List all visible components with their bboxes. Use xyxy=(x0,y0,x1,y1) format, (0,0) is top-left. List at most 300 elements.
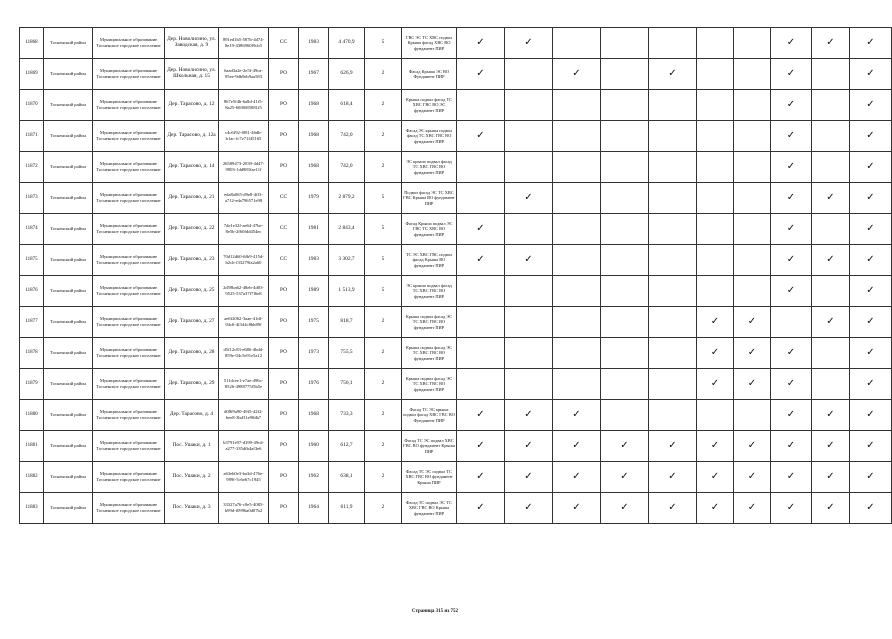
check-cell-3 xyxy=(553,90,601,121)
year-cell: 1981 xyxy=(299,214,329,245)
row-id: 11882 xyxy=(20,462,44,493)
check-cell-4 xyxy=(601,28,649,59)
check-cell-1 xyxy=(457,276,505,307)
check-mark-icon: ✓ xyxy=(668,68,677,79)
check-mark-icon: ✓ xyxy=(710,347,720,358)
check-cell-7 xyxy=(734,369,771,400)
address-cell: Дер. Тарасово, д. 25 xyxy=(165,276,219,307)
check-cell-4 xyxy=(601,276,649,307)
district-cell: Тосненский район xyxy=(44,152,93,183)
check-cell-8 xyxy=(771,338,812,369)
check-cell-2 xyxy=(505,276,553,307)
check-cell-10 xyxy=(850,276,892,307)
municipality-cell: Муниципальное образование Тосненское городское поселение xyxy=(93,183,165,214)
check-mark-icon: ✓ xyxy=(866,347,875,358)
check-mark-icon: ✓ xyxy=(572,409,581,420)
check-cell-3 xyxy=(553,28,601,59)
municipality-cell: Муниципальное образование Тосненское городское поселение xyxy=(93,214,165,245)
check-mark-icon: ✓ xyxy=(524,440,533,451)
check-cell-3 xyxy=(553,400,601,431)
check-mark-icon: ✓ xyxy=(747,347,757,358)
area-cell: 755,5 xyxy=(329,338,365,369)
check-mark-icon: ✓ xyxy=(866,130,875,141)
row-id: 11883 xyxy=(20,493,44,524)
check-mark-icon: ✓ xyxy=(826,440,835,451)
district-cell: Тосненский район xyxy=(44,28,93,59)
table-row xyxy=(20,59,892,90)
check-cell-10 xyxy=(850,59,892,90)
check-cell-1 xyxy=(457,493,505,524)
floors-cell: 2 xyxy=(365,431,402,462)
check-cell-8 xyxy=(771,28,812,59)
check-mark-icon: ✓ xyxy=(786,192,796,203)
check-mark-icon: ✓ xyxy=(786,502,796,513)
check-cell-10 xyxy=(850,369,892,400)
table-row xyxy=(20,369,892,400)
check-cell-4 xyxy=(601,121,649,152)
check-cell-10 xyxy=(850,152,892,183)
district-cell: Тосненский район xyxy=(44,183,93,214)
row-id: 11881 xyxy=(20,431,44,462)
check-mark-icon: ✓ xyxy=(710,502,720,513)
check-cell-9 xyxy=(812,214,850,245)
guid-cell: ae6f2062-3aae-41df-94c6-4f344c8bb89f xyxy=(219,307,269,338)
municipality-cell: Муниципальное образование Тосненское городское поселение xyxy=(93,431,165,462)
district-cell: Тосненский район xyxy=(44,59,93,90)
check-cell-5 xyxy=(649,59,697,90)
check-cell-4 xyxy=(601,90,649,121)
address-cell: Пос. Ушаки, д. 2 xyxy=(165,462,219,493)
check-mark-icon: ✓ xyxy=(747,471,757,482)
check-mark-icon: ✓ xyxy=(866,68,875,79)
floors-cell: 5 xyxy=(365,28,402,59)
check-cell-7 xyxy=(734,214,771,245)
year-cell: 1964 xyxy=(299,493,329,524)
municipality-cell: Муниципальное образование Тосненское городское поселение xyxy=(93,307,165,338)
check-cell-6 xyxy=(697,121,734,152)
year-cell: 1989 xyxy=(299,276,329,307)
check-cell-2 xyxy=(505,369,553,400)
check-cell-5 xyxy=(649,493,697,524)
check-cell-3 xyxy=(553,431,601,462)
district-cell: Тосненский район xyxy=(44,493,93,524)
check-cell-2 xyxy=(505,152,553,183)
municipality-cell: Муниципальное образование Тосненское городское поселение xyxy=(93,338,165,369)
check-mark-icon: ✓ xyxy=(866,409,875,420)
table-row xyxy=(20,431,892,462)
works-list-cell: Фасад Крыша ЭС ВО Фундамент ПИР xyxy=(402,59,457,90)
check-cell-5 xyxy=(649,307,697,338)
area-cell: 2 879,2 xyxy=(329,183,365,214)
district-cell: Тосненский район xyxy=(44,369,93,400)
check-cell-5 xyxy=(649,28,697,59)
check-cell-2 xyxy=(505,183,553,214)
table-row xyxy=(20,307,892,338)
check-mark-icon: ✓ xyxy=(710,471,720,482)
check-mark-icon: ✓ xyxy=(866,223,875,234)
guid-cell: 70d12d60-6fb9-415d-b2cb-f33279fa2a60 xyxy=(219,245,269,276)
works-list-cell: Крыша подвал фасад ЭС ТС ХВС ГВС ВО фундамент ПИР xyxy=(402,307,457,338)
guid-cell: d08f9a90-49f5-42f2-bee8-3bd31e90db7 xyxy=(219,400,269,431)
works-list-cell: Крыша подвал фасад ЭС ТС ХВС ГВС ВО фундамент ПИР xyxy=(402,338,457,369)
check-cell-4 xyxy=(601,462,649,493)
check-mark-icon: ✓ xyxy=(786,409,796,420)
check-mark-icon: ✓ xyxy=(572,68,581,79)
check-mark-icon: ✓ xyxy=(476,409,485,420)
check-mark-icon: ✓ xyxy=(786,471,796,482)
row-id: 11872 xyxy=(20,152,44,183)
check-cell-6 xyxy=(697,431,734,462)
check-cell-4 xyxy=(601,152,649,183)
check-cell-2 xyxy=(505,214,553,245)
address-cell: Дер. Тарасово, д. 29 xyxy=(165,369,219,400)
check-cell-2 xyxy=(505,400,553,431)
check-cell-9 xyxy=(812,338,850,369)
housing-registry-table xyxy=(19,27,892,524)
floors-cell: 2 xyxy=(365,307,402,338)
check-cell-10 xyxy=(850,307,892,338)
floors-cell: 2 xyxy=(365,90,402,121)
check-cell-10 xyxy=(850,431,892,462)
house-type-cell: РО xyxy=(269,276,299,307)
floors-cell: 5 xyxy=(365,276,402,307)
year-cell: 1968 xyxy=(299,121,329,152)
check-mark-icon: ✓ xyxy=(786,99,796,110)
check-cell-3 xyxy=(553,276,601,307)
check-cell-9 xyxy=(812,276,850,307)
check-cell-5 xyxy=(649,431,697,462)
municipality-cell: Муниципальное образование Тосненское городское поселение xyxy=(93,493,165,524)
year-cell: 1968 xyxy=(299,90,329,121)
check-mark-icon: ✓ xyxy=(476,130,485,141)
check-cell-3 xyxy=(553,307,601,338)
guid-cell: c4c6f92-f081-46db-b1ac-fc7e71f45165 xyxy=(219,121,269,152)
check-cell-8 xyxy=(771,90,812,121)
check-cell-7 xyxy=(734,28,771,59)
works-list-cell: Крыша подвал фасад ТС ХВС ГВС ВО ЭС фундамент ПИР xyxy=(402,90,457,121)
check-cell-8 xyxy=(771,431,812,462)
check-cell-7 xyxy=(734,90,771,121)
municipality-cell: Муниципальное образование Тосненское городское поселение xyxy=(93,28,165,59)
municipality-cell: Муниципальное образование Тосненское городское поселение xyxy=(93,400,165,431)
check-cell-7 xyxy=(734,307,771,338)
area-cell: 612,7 xyxy=(329,431,365,462)
table-row xyxy=(20,90,892,121)
address-cell: Дер. Тарасово, д. 23 xyxy=(165,245,219,276)
year-cell: 1983 xyxy=(299,245,329,276)
check-mark-icon: ✓ xyxy=(668,502,677,513)
check-mark-icon: ✓ xyxy=(476,502,485,513)
check-cell-4 xyxy=(601,59,649,90)
check-mark-icon: ✓ xyxy=(866,192,875,203)
check-mark-icon: ✓ xyxy=(572,502,581,513)
check-mark-icon: ✓ xyxy=(524,409,533,420)
guid-cell: 26589473-2039-4d47-9903-1dd883fae11f xyxy=(219,152,269,183)
row-id: 11869 xyxy=(20,59,44,90)
check-cell-9 xyxy=(812,462,850,493)
check-cell-1 xyxy=(457,307,505,338)
check-cell-4 xyxy=(601,214,649,245)
check-cell-10 xyxy=(850,121,892,152)
row-id: 11868 xyxy=(20,28,44,59)
district-cell: Тосненский район xyxy=(44,121,93,152)
check-cell-6 xyxy=(697,369,734,400)
check-cell-6 xyxy=(697,183,734,214)
check-cell-2 xyxy=(505,431,553,462)
house-type-cell: РО xyxy=(269,369,299,400)
year-cell: 1967 xyxy=(299,59,329,90)
check-cell-9 xyxy=(812,152,850,183)
check-cell-1 xyxy=(457,121,505,152)
check-mark-icon: ✓ xyxy=(786,130,796,141)
floors-cell: 5 xyxy=(365,214,402,245)
guid-cell: 33327a76-c0e5-4085-b99d-f0996a0d07b2 xyxy=(219,493,269,524)
row-id: 11877 xyxy=(20,307,44,338)
check-cell-5 xyxy=(649,183,697,214)
check-mark-icon: ✓ xyxy=(620,440,629,451)
check-mark-icon: ✓ xyxy=(747,378,757,389)
area-cell: 4 470,9 xyxy=(329,28,365,59)
check-cell-8 xyxy=(771,493,812,524)
check-mark-icon: ✓ xyxy=(826,409,835,420)
check-cell-1 xyxy=(457,90,505,121)
check-cell-6 xyxy=(697,90,734,121)
floors-cell: 2 xyxy=(365,338,402,369)
check-mark-icon: ✓ xyxy=(786,68,796,79)
check-cell-8 xyxy=(771,152,812,183)
floors-cell: 2 xyxy=(365,59,402,90)
works-list-cell: Фасад ТС подвал ЭС ТС ХВС ГВС ВО Крыша фундамент ПИР xyxy=(402,493,457,524)
table-row xyxy=(20,276,892,307)
check-mark-icon: ✓ xyxy=(786,254,796,265)
check-cell-2 xyxy=(505,307,553,338)
check-cell-9 xyxy=(812,369,850,400)
check-cell-7 xyxy=(734,493,771,524)
area-cell: 2 843,4 xyxy=(329,214,365,245)
check-cell-4 xyxy=(601,369,649,400)
check-cell-4 xyxy=(601,338,649,369)
check-mark-icon: ✓ xyxy=(866,37,875,48)
guid-cell: 7de1e32f-ae64-47be-8e5b-2f60fdd454ec xyxy=(219,214,269,245)
table-row xyxy=(20,400,892,431)
check-cell-3 xyxy=(553,369,601,400)
check-cell-6 xyxy=(697,307,734,338)
check-mark-icon: ✓ xyxy=(668,440,677,451)
address-cell: Дер. Тарасово, д. 12а xyxy=(165,121,219,152)
check-cell-9 xyxy=(812,183,850,214)
check-cell-7 xyxy=(734,152,771,183)
area-cell: 618,4 xyxy=(329,90,365,121)
check-cell-2 xyxy=(505,121,553,152)
area-cell: 1 513,9 xyxy=(329,276,365,307)
check-mark-icon: ✓ xyxy=(786,285,796,296)
check-cell-1 xyxy=(457,59,505,90)
table-row xyxy=(20,183,892,214)
check-cell-8 xyxy=(771,121,812,152)
address-cell: Дер. Тарасово, д. 14 xyxy=(165,152,219,183)
check-mark-icon: ✓ xyxy=(826,37,835,48)
table-body xyxy=(20,28,892,524)
house-type-cell: СС xyxy=(269,245,299,276)
municipality-cell: Муниципальное образование Тосненское городское поселение xyxy=(93,369,165,400)
area-cell: 818,7 xyxy=(329,307,365,338)
check-mark-icon: ✓ xyxy=(826,316,835,327)
check-cell-6 xyxy=(697,245,734,276)
row-id: 11880 xyxy=(20,400,44,431)
year-cell: 1975 xyxy=(299,307,329,338)
check-cell-9 xyxy=(812,90,850,121)
row-id: 11874 xyxy=(20,214,44,245)
check-mark-icon: ✓ xyxy=(786,440,796,451)
check-cell-4 xyxy=(601,493,649,524)
works-list-cell: Фасад Крыша подвал ЭС ГВС ТС ХВС ВО фундамент ПИР xyxy=(402,214,457,245)
year-cell: 1962 xyxy=(299,462,329,493)
check-mark-icon: ✓ xyxy=(572,440,581,451)
check-cell-8 xyxy=(771,369,812,400)
check-cell-7 xyxy=(734,462,771,493)
check-cell-10 xyxy=(850,245,892,276)
check-mark-icon: ✓ xyxy=(524,37,533,48)
check-cell-9 xyxy=(812,121,850,152)
check-mark-icon: ✓ xyxy=(826,471,835,482)
check-cell-8 xyxy=(771,307,812,338)
check-cell-6 xyxy=(697,214,734,245)
district-cell: Тосненский район xyxy=(44,245,93,276)
check-cell-10 xyxy=(850,183,892,214)
check-cell-7 xyxy=(734,276,771,307)
check-mark-icon: ✓ xyxy=(572,471,581,482)
year-cell: 1983 xyxy=(299,28,329,59)
check-cell-3 xyxy=(553,462,601,493)
check-cell-3 xyxy=(553,183,601,214)
check-cell-4 xyxy=(601,183,649,214)
row-id: 11873 xyxy=(20,183,44,214)
floors-cell: 2 xyxy=(365,400,402,431)
area-cell: 733,3 xyxy=(329,400,365,431)
works-list-cell: ЭС крыша подвал фасад ТС ХВС ГВС ВО фундамент ПИР xyxy=(402,152,457,183)
check-cell-10 xyxy=(850,28,892,59)
year-cell: 1976 xyxy=(299,369,329,400)
check-cell-1 xyxy=(457,369,505,400)
check-mark-icon: ✓ xyxy=(476,68,485,79)
house-type-cell: РО xyxy=(269,338,299,369)
house-type-cell: РО xyxy=(269,400,299,431)
district-cell: Тосненский район xyxy=(44,338,93,369)
check-cell-7 xyxy=(734,121,771,152)
check-cell-8 xyxy=(771,214,812,245)
address-cell: Пос. Ушаки, д. 3 xyxy=(165,493,219,524)
address-cell: Дер. Новолисино, ул. Заводская, д. 9 xyxy=(165,28,219,59)
check-cell-1 xyxy=(457,183,505,214)
check-mark-icon: ✓ xyxy=(620,502,629,513)
check-mark-icon: ✓ xyxy=(620,471,629,482)
check-mark-icon: ✓ xyxy=(524,192,533,203)
check-mark-icon: ✓ xyxy=(826,502,835,513)
house-type-cell: РО xyxy=(269,307,299,338)
check-cell-3 xyxy=(553,493,601,524)
area-cell: 638,1 xyxy=(329,462,365,493)
check-cell-3 xyxy=(553,152,601,183)
check-cell-7 xyxy=(734,431,771,462)
year-cell: 1979 xyxy=(299,183,329,214)
address-cell: Дер. Тарасово, д. 4 xyxy=(165,400,219,431)
house-type-cell: РО xyxy=(269,493,299,524)
check-cell-8 xyxy=(771,59,812,90)
check-cell-8 xyxy=(771,183,812,214)
guid-cell: a63eb0e3-ba3d-476e-989f-5c6e67c1945 xyxy=(219,462,269,493)
check-cell-6 xyxy=(697,28,734,59)
check-cell-3 xyxy=(553,59,601,90)
check-cell-6 xyxy=(697,400,734,431)
check-mark-icon: ✓ xyxy=(476,37,485,48)
municipality-cell: Муниципальное образование Тосненское городское поселение xyxy=(93,59,165,90)
check-cell-9 xyxy=(812,307,850,338)
check-cell-8 xyxy=(771,462,812,493)
check-cell-5 xyxy=(649,214,697,245)
check-mark-icon: ✓ xyxy=(476,440,485,451)
check-cell-5 xyxy=(649,245,697,276)
check-mark-icon: ✓ xyxy=(866,471,875,482)
check-cell-6 xyxy=(697,462,734,493)
works-list-cell: Фасад ТС ЭС крыша подвал фасад ХВС ГВС ВО Фундамент ПИР xyxy=(402,400,457,431)
check-mark-icon: ✓ xyxy=(826,254,835,265)
check-cell-5 xyxy=(649,121,697,152)
house-type-cell: СС xyxy=(269,214,299,245)
address-cell: Дер. Тарасово, д. 27 xyxy=(165,307,219,338)
check-mark-icon: ✓ xyxy=(710,316,720,327)
guid-cell: 891ed1b5-587b-4d74-8e19-4386960f9cb5 xyxy=(219,28,269,59)
guid-cell: eda8a065-d9e8-4ff3-a712-eda796571e98 xyxy=(219,183,269,214)
house-type-cell: РО xyxy=(269,152,299,183)
check-cell-2 xyxy=(505,462,553,493)
check-cell-3 xyxy=(553,121,601,152)
check-mark-icon: ✓ xyxy=(524,471,533,482)
municipality-cell: Муниципальное образование Тосненское городское поселение xyxy=(93,152,165,183)
address-cell: Дер. Тарасово, д. 22 xyxy=(165,214,219,245)
check-cell-7 xyxy=(734,59,771,90)
check-cell-7 xyxy=(734,400,771,431)
check-cell-1 xyxy=(457,462,505,493)
check-mark-icon: ✓ xyxy=(786,37,796,48)
year-cell: 1960 xyxy=(299,431,329,462)
works-list-cell: Фасад ТС ЭС подвал ТС ХВС ГВС ВО фундамент Крыша ПИР xyxy=(402,462,457,493)
floors-cell: 5 xyxy=(365,245,402,276)
check-cell-10 xyxy=(850,90,892,121)
municipality-cell: Муниципальное образование Тосненское городское поселение xyxy=(93,462,165,493)
check-cell-1 xyxy=(457,400,505,431)
check-cell-9 xyxy=(812,400,850,431)
address-cell: Дер. Тарасово, д. 21 xyxy=(165,183,219,214)
district-cell: Тосненский район xyxy=(44,400,93,431)
works-list-cell: Крыша подвал фасад ЭС ТС ХВС ГВС ВО фундамент ПИР xyxy=(402,369,457,400)
municipality-cell: Муниципальное образование Тосненское городское поселение xyxy=(93,90,165,121)
house-type-cell: РО xyxy=(269,462,299,493)
district-cell: Тосненский район xyxy=(44,462,93,493)
check-mark-icon: ✓ xyxy=(786,347,796,358)
address-cell: Дер. Новолисино, ул. Школьная, д. 15 xyxy=(165,59,219,90)
floors-cell: 5 xyxy=(365,183,402,214)
check-cell-10 xyxy=(850,214,892,245)
floors-cell: 2 xyxy=(365,493,402,524)
area-cell: 626,9 xyxy=(329,59,365,90)
check-mark-icon: ✓ xyxy=(866,316,875,327)
year-cell: 1973 xyxy=(299,338,329,369)
row-id: 11879 xyxy=(20,369,44,400)
table-row xyxy=(20,338,892,369)
area-cell: 756,1 xyxy=(329,369,365,400)
works-list-cell: Фасад ЭС крыша подвал фасад ТС ХВС ГВС ВО фундамент ПИР xyxy=(402,121,457,152)
works-list-cell: Фасад ТС ЭС подвал ХВС ГВС ВО фундамент Крыша ПИР xyxy=(402,431,457,462)
